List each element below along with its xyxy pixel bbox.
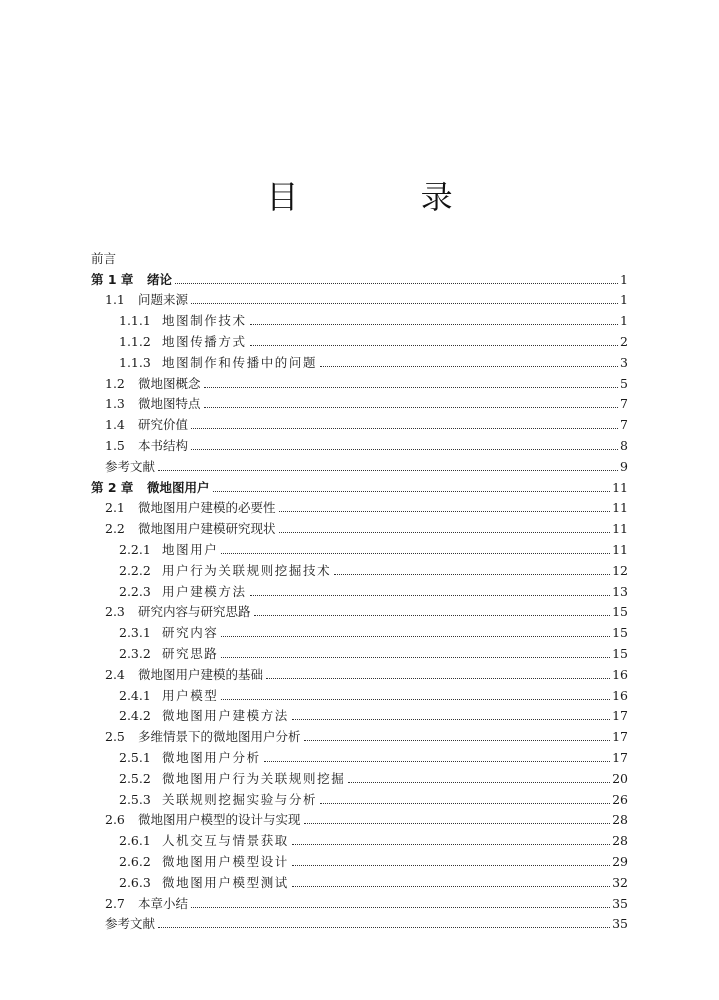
toc-entry-number: 2.3.1 xyxy=(119,625,151,641)
toc-entry-title: 微地图用户模型设计 xyxy=(162,853,289,869)
toc-entry-ref xyxy=(91,453,628,474)
toc-entry-title: 关联规则挖掘实验与分析 xyxy=(162,791,318,807)
toc-leader-dots xyxy=(320,366,618,367)
toc-leader-dots xyxy=(221,553,610,554)
toc-entry-page: 11 xyxy=(612,500,628,516)
toc-entry-chapter xyxy=(91,266,628,287)
toc-entry-subsection xyxy=(91,703,628,724)
toc-entry-page: 7 xyxy=(620,396,628,412)
toc-entry-title: 地图用户 xyxy=(162,541,219,557)
toc-leader-dots xyxy=(292,865,610,866)
toc-leader-dots xyxy=(175,283,618,284)
toc-entry-page: 7 xyxy=(620,417,628,433)
toc-entry-page: 12 xyxy=(612,562,628,578)
page-title: 目 录 xyxy=(266,178,509,216)
toc-entry-title: 人机交互与情景获取 xyxy=(162,833,289,849)
toc-entry-title: 微地图用户模型测试 xyxy=(162,874,289,890)
toc-entry-page: 11 xyxy=(612,521,628,537)
toc-leader-dots xyxy=(191,907,610,908)
toc-leader-dots xyxy=(250,345,618,346)
toc-entry-title: 多维情景下的微地图用户分析 xyxy=(138,729,301,745)
toc-entry-page: 1 xyxy=(620,292,628,308)
toc-entry-subsection xyxy=(91,744,628,765)
toc-entry-section xyxy=(91,432,628,453)
toc-leader-dots xyxy=(191,428,618,429)
toc-entry-number: 2.4 xyxy=(105,666,125,682)
toc-entry-page: 15 xyxy=(612,645,628,661)
toc-entry-number: 2.1 xyxy=(105,500,125,516)
toc-entry-page: 26 xyxy=(612,791,628,807)
toc-entry-subsection xyxy=(91,786,628,807)
toc-entry-number: 第 1 章 xyxy=(91,271,134,287)
toc-entry-title: 地图制作和传播中的问题 xyxy=(162,354,318,370)
toc-entry-number: 2.2.3 xyxy=(119,583,151,599)
toc-leader-dots xyxy=(292,844,610,845)
toc-entry-title: 问题来源 xyxy=(138,292,189,308)
toc-entry-title: 本书结构 xyxy=(138,437,189,453)
toc-entry-number: 2.5.2 xyxy=(119,770,151,786)
toc-leader-dots xyxy=(158,470,618,471)
toc-leader-dots xyxy=(250,595,610,596)
toc-entry-section xyxy=(91,890,628,911)
toc-leader-dots xyxy=(221,657,610,658)
toc-leader-dots xyxy=(213,491,611,492)
toc-entry-title: 研究内容 xyxy=(162,625,219,641)
toc-entry-subsection xyxy=(91,578,628,599)
toc-leader-dots xyxy=(158,927,610,928)
toc-entry-title: 前言 xyxy=(91,250,117,266)
toc-entry-chapter xyxy=(91,474,628,495)
toc-entry-page: 1 xyxy=(620,313,628,329)
toc-entry-number: 2.7 xyxy=(105,895,125,911)
toc-entry-number: 2.6.3 xyxy=(119,874,151,890)
toc-entry-section xyxy=(91,495,628,516)
toc-leader-dots xyxy=(348,782,610,783)
toc-entry-number: 1.1.2 xyxy=(119,333,151,349)
toc-entry-subsection xyxy=(91,328,628,349)
toc-entry-page: 17 xyxy=(612,708,628,724)
toc-entry-title: 参考文献 xyxy=(105,458,156,474)
toc-entry-number: 1.1.1 xyxy=(119,313,151,329)
toc-entry-title: 微地图特点 xyxy=(138,396,201,412)
toc-leader-dots xyxy=(254,615,611,616)
toc-entry-title: 用户模型 xyxy=(162,687,219,703)
toc-entry-page: 35 xyxy=(612,916,628,932)
toc-leader-dots xyxy=(191,449,618,450)
toc-entry-section xyxy=(91,807,628,828)
toc-entry-page: 5 xyxy=(620,375,628,391)
toc-leader-dots xyxy=(221,699,610,700)
toc-entry-title: 微地图用户 xyxy=(147,479,210,495)
toc-entry-section xyxy=(91,287,628,308)
toc-entry-title: 微地图用户模型的设计与实现 xyxy=(138,812,301,828)
toc-entry-page: 29 xyxy=(612,853,628,869)
toc-entry-number: 2.4.2 xyxy=(119,708,151,724)
toc-entry-page: 11 xyxy=(612,541,628,557)
toc-entry-number: 2.5.1 xyxy=(119,749,151,765)
toc-entry-title: 微地图概念 xyxy=(138,375,201,391)
toc-leader-dots xyxy=(279,511,611,512)
toc-entry-title: 用户建模方法 xyxy=(162,583,247,599)
toc-entry-page: 15 xyxy=(612,604,628,620)
toc-entry-page: 13 xyxy=(612,583,628,599)
toc-entry-page: 15 xyxy=(612,625,628,641)
toc-entry-number: 2.6.1 xyxy=(119,833,151,849)
toc-entry-title: 本章小结 xyxy=(138,895,189,911)
toc-entry-page: 20 xyxy=(612,770,628,786)
toc-entry-page: 35 xyxy=(612,895,628,911)
toc-leader-dots xyxy=(292,719,610,720)
toc-entry-title: 微地图用户分析 xyxy=(162,749,261,765)
toc-entry-front xyxy=(91,245,628,266)
toc-entry-title: 研究思路 xyxy=(162,645,219,661)
toc-entry-title: 参考文献 xyxy=(105,916,156,932)
toc-entry-number: 2.4.1 xyxy=(119,687,151,703)
toc-entry-page: 9 xyxy=(620,458,628,474)
toc-leader-dots xyxy=(191,303,618,304)
toc-entry-page: 16 xyxy=(612,687,628,703)
toc-entry-subsection xyxy=(91,827,628,848)
toc-entry-page: 28 xyxy=(612,812,628,828)
toc-entry-number: 1.2 xyxy=(105,375,125,391)
toc-entry-section xyxy=(91,411,628,432)
toc-entry-title: 研究价值 xyxy=(138,417,189,433)
toc-leader-dots xyxy=(221,636,610,637)
toc-entry-section xyxy=(91,370,628,391)
toc-entry-page: 17 xyxy=(612,749,628,765)
toc-entry-number: 2.2.1 xyxy=(119,541,151,557)
toc-entry-title: 研究内容与研究思路 xyxy=(138,604,251,620)
toc-entry-page: 2 xyxy=(620,333,628,349)
toc-entry-subsection xyxy=(91,640,628,661)
toc-entry-title: 地图传播方式 xyxy=(162,333,247,349)
toc-entry-section xyxy=(91,661,628,682)
toc-entry-subsection xyxy=(91,619,628,640)
toc-entry-number: 1.1.3 xyxy=(119,354,151,370)
toc-entry-page: 3 xyxy=(620,354,628,370)
toc-leader-dots xyxy=(250,324,618,325)
toc-entry-page: 16 xyxy=(612,666,628,682)
toc-entry-number: 2.2 xyxy=(105,521,125,537)
toc-entry-subsection xyxy=(91,682,628,703)
toc-entry-title: 微地图用户建模的必要性 xyxy=(138,500,276,516)
toc-entry-number: 2.6 xyxy=(105,812,125,828)
toc-entry-subsection xyxy=(91,848,628,869)
toc-entry-section xyxy=(91,599,628,620)
toc-leader-dots xyxy=(292,886,610,887)
toc-leader-dots xyxy=(334,574,610,575)
toc-entry-number: 第 2 章 xyxy=(91,479,134,495)
toc-entry-number: 1.4 xyxy=(105,417,125,433)
toc-entry-title: 地图制作技术 xyxy=(162,313,247,329)
toc-entry-number: 1.5 xyxy=(105,437,125,453)
toc-entry-subsection xyxy=(91,536,628,557)
toc-entry-page: 8 xyxy=(620,437,628,453)
toc-entry-number: 2.3.2 xyxy=(119,645,151,661)
toc-entry-subsection xyxy=(91,869,628,890)
toc-entry-subsection xyxy=(91,557,628,578)
toc-entry-number: 2.2.2 xyxy=(119,562,151,578)
toc-entry-title: 微地图用户建模的基础 xyxy=(138,666,264,682)
toc-entry-page: 32 xyxy=(612,874,628,890)
toc-entry-title: 绪论 xyxy=(147,271,173,287)
toc-entry-subsection xyxy=(91,765,628,786)
toc-entry-subsection xyxy=(91,349,628,370)
toc-entry-section xyxy=(91,391,628,412)
toc-entry-title: 微地图用户行为关联规则挖掘 xyxy=(162,770,346,786)
table-of-contents xyxy=(91,245,628,931)
toc-leader-dots xyxy=(320,803,610,804)
toc-entry-page: 28 xyxy=(612,833,628,849)
toc-entry-number: 2.3 xyxy=(105,604,125,620)
toc-entry-title: 微地图用户建模方法 xyxy=(162,708,289,724)
toc-entry-title: 微地图用户建模研究现状 xyxy=(138,521,276,537)
toc-leader-dots xyxy=(266,678,610,679)
toc-leader-dots xyxy=(204,387,618,388)
toc-leader-dots xyxy=(279,532,611,533)
toc-entry-title: 用户行为关联规则挖掘技术 xyxy=(162,562,332,578)
toc-leader-dots xyxy=(304,740,611,741)
toc-entry-page: 17 xyxy=(612,729,628,745)
toc-entry-subsection xyxy=(91,307,628,328)
toc-entry-section xyxy=(91,515,628,536)
toc-entry-number: 1.1 xyxy=(105,292,125,308)
toc-leader-dots xyxy=(304,823,611,824)
toc-entry-number: 2.6.2 xyxy=(119,853,151,869)
toc-entry-section xyxy=(91,723,628,744)
toc-entry-number: 1.3 xyxy=(105,396,125,412)
toc-entry-page: 1 xyxy=(620,271,628,287)
toc-entry-number: 2.5 xyxy=(105,729,125,745)
toc-leader-dots xyxy=(204,407,618,408)
toc-entry-ref xyxy=(91,911,628,932)
toc-entry-page: 11 xyxy=(612,479,628,495)
toc-leader-dots xyxy=(264,761,610,762)
toc-entry-number: 2.5.3 xyxy=(119,791,151,807)
